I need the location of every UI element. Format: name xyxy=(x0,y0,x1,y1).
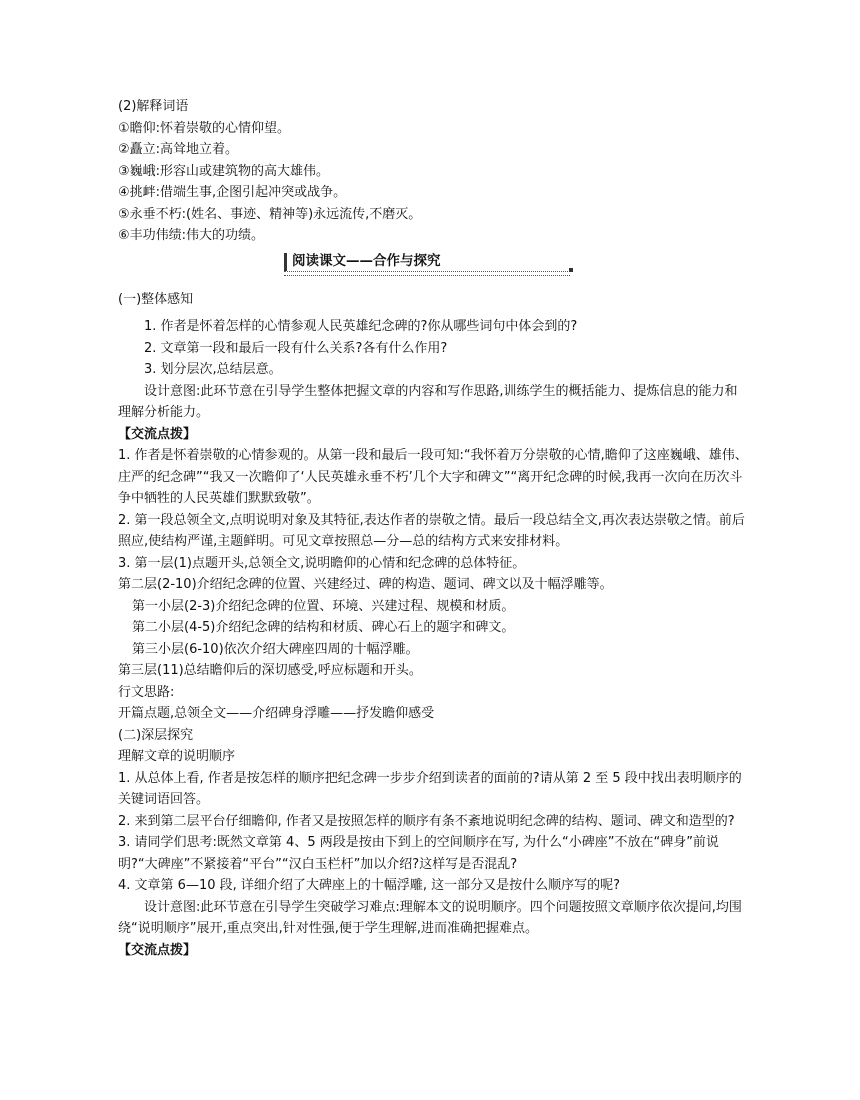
answer: 第二层(2-10)介绍纪念碑的位置、兴建经过、碑的构造、题词、碑文以及十幅浮雕等。 xyxy=(118,577,613,592)
exchange-label: 【交流点拨】 xyxy=(118,942,197,958)
answer: 1. 作者是怀着崇敬的心情参观的。从第一段和最后一段可知:“我怀着万分崇敬的心情,瞻仰了这座巍峨、雄伟、庄严的纪念碑”“我又一次瞻仰了‘人民英雄永垂不朽’几个大字和碑文”“离开纪念碑的时候,我再一次向在历次斗争中牺牲的人民英雄们默默致敬”。 xyxy=(118,448,748,506)
design-intent: 设计意图:此环节意在引导学生整体把握文章的内容和写作思路,训练学生的概括能力、提炼信息的能力和理解分析能力。 xyxy=(118,383,738,420)
question: 3. 划分层次,总结层意。 xyxy=(144,362,282,377)
answer: 第三小层(6-10)依次介绍大碑座四周的十幅浮雕。 xyxy=(132,641,419,657)
answer: 第二小层(4-5)介绍纪念碑的结构和材质、碑心石上的题字和碑文。 xyxy=(132,620,515,635)
question: 1. 作者是怀着怎样的心情参观人民英雄纪念碑的?你从哪些词句中体会到的? xyxy=(144,319,578,334)
question: 3. 请同学们思考:既然文章第 4、5 两段是按由下到上的空间顺序在写, 为什么“小碑座”不放在“碑身”前说明?“大碑座”不紧接着“平台”“汉白玉栏杆”加以介绍?这样写是否混乱? xyxy=(118,835,719,872)
question: 4. 文章第 6—10 段, 详细介绍了大碑座上的十幅浮雕, 这一部分又是按什么顺序写的呢? xyxy=(118,878,621,893)
vocab-item: ②矗立:高耸地立着。 xyxy=(118,142,239,157)
design-intent: 设计意图:此环节意在引导学生突破学习难点:理解本文的说明顺序。四个问题按照文章顺序依次提问,均围绕“说明顺序”展开,重点突出,针对性强,便于学生理解,进而准确把握难点。 xyxy=(118,899,742,936)
answer: 第三层(11)总结瞻仰后的深切感受,呼应标题和开头。 xyxy=(118,663,422,678)
idea-label: 行文思路: xyxy=(118,684,175,700)
section-heading: (二)深层探究 xyxy=(118,727,194,743)
section-subheading: 理解文章的说明顺序 xyxy=(118,749,236,764)
banner-dot xyxy=(569,268,573,272)
vocab-item: ④挑衅:借端生事,企图引起冲突或战争。 xyxy=(118,185,347,200)
question: 1. 从总体上看, 作者是按怎样的顺序把纪念碑一步步介绍到读者的面前的?请从第 2 至 5 段中找出表明顺序的关键词语回答。 xyxy=(118,770,742,807)
exchange-label: 【交流点拨】 xyxy=(118,426,197,442)
answer: 第一小层(2-3)介绍纪念碑的位置、环境、兴建过程、规模和材质。 xyxy=(132,598,515,614)
question: 2. 文章第一段和最后一段有什么关系?各有什么作用? xyxy=(144,340,448,356)
vocab-item: ⑥丰功伟绩:伟大的功绩。 xyxy=(118,228,265,243)
banner-rule xyxy=(284,271,570,276)
banner-title: 阅读课文——合作与探究 xyxy=(292,252,441,269)
vocab-item: ①瞻仰:怀着崇敬的心情仰望。 xyxy=(118,120,291,136)
vocab-item: ③巍峨:形容山或建筑物的高大雄伟。 xyxy=(118,163,330,179)
vocab-heading: (2)解释词语 xyxy=(118,99,189,114)
idea-text: 开篇点题,总领全文——介绍碑身浮雕——抒发瞻仰感受 xyxy=(118,706,435,721)
section-banner xyxy=(284,251,570,275)
section-heading: (一)整体感知 xyxy=(118,291,194,307)
banner-bar xyxy=(284,253,287,271)
answer: 2. 第一段总领全文,点明说明对象及其特征,表达作者的崇敬之情。最后一段总结全文,再次表达崇敬之情。前后照应,使结构严谨,主题鲜明。可见文章按照总—分—总的结构方式来安排材料。 xyxy=(118,512,745,549)
vocab-item: ⑤永垂不朽:(姓名、事迹、精神等)永远流传,不磨灭。 xyxy=(118,206,422,222)
document-page xyxy=(118,96,748,961)
question: 2. 来到第二层平台仔细瞻仰, 作者又是按照怎样的顺序有条不紊地说明纪念碑的结构、题词、碑文和造型的? xyxy=(118,813,735,829)
answer: 3. 第一层(1)点题开头,总领全文,说明瞻仰的心情和纪念碑的总体特征。 xyxy=(118,555,526,571)
